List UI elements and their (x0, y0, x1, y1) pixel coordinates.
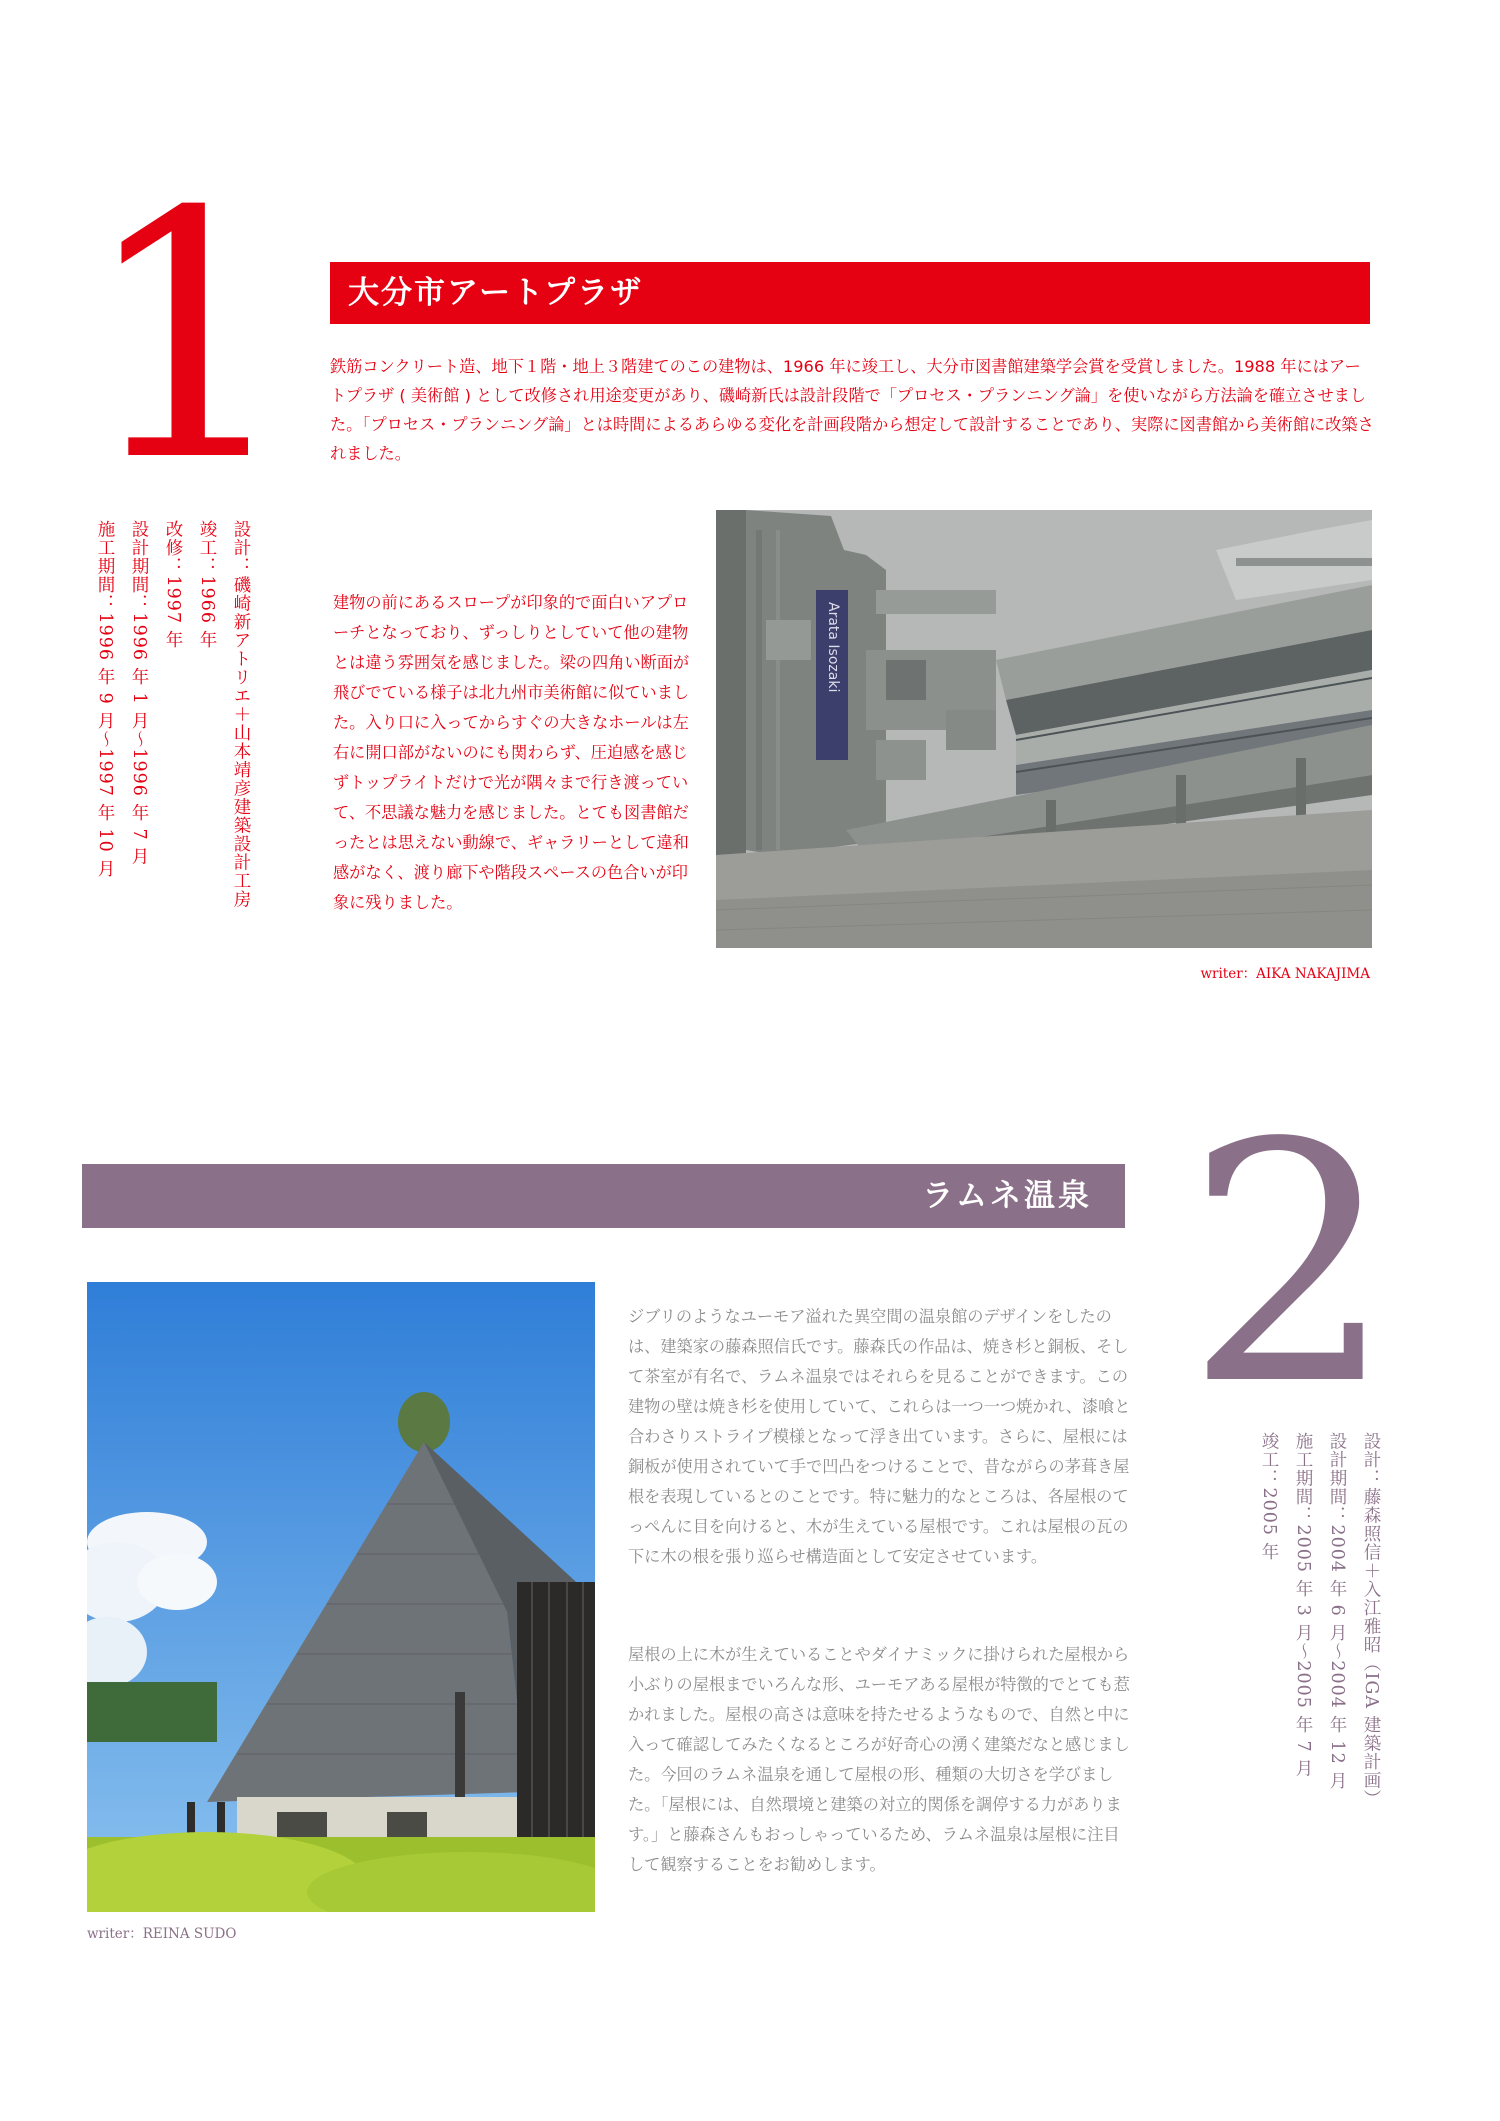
detail-design-period: 設計期間：2004 年 6 月〜2004 年 12 月 (1327, 1432, 1347, 1790)
section-2-title: ラムネ温泉 (922, 1178, 1092, 1214)
ramune-onsen-photo (87, 1282, 595, 1912)
section-2-body-2: 屋根の上に木が生えていることやダイナミックに掛けられた屋根から小ぶりの屋根までいろんな形、ユーモアある屋根が特徴的でとても惹かれました。屋根の高さは意味を持たせるようなもので、自然と中に入って確認してみたくなるところが好奇心の湧く建築だなと感じました。今回のラムネ温泉を通して屋根の形、種類の大切さを学びました。「屋根には、自然環境と建築の対立的関係を調停する力があります。」と藤森さんもおっしゃっているため、ラムネ温泉は屋根に注目して観察することをお勧めします。 (628, 1645, 1130, 1874)
section-2-details (1252, 1432, 1388, 1872)
section-1-number: 1 (80, 140, 297, 536)
section-1-intro: 鉄筋コンクリート造、地下１階・地上３階建てのこの建物は、1966 年に竣工し、大分市図書館建築学会賞を受賞しました。1988 年にはアートプラザ ( 美術館 ) として改修され用途変更があり、磯崎新氏は設計段階で「プロセス・プランニング論」を使いながら方法論を確立させました。「プロセス・プランニング論」とは時間によるあらゆる変化を計画段階から想定して設計することであり、実際に図書館から美術館に改築されました。 (330, 357, 1374, 463)
section-1-details (88, 520, 258, 980)
detail-construction-period: 施工期間：2005 年 3 月〜2005 年 7 月 (1293, 1432, 1313, 1778)
detail-renovation: 改修：1997 年 (163, 520, 183, 650)
ramune-onsen-illustration (87, 1282, 595, 1912)
section-1-body: 建物の前にあるスロープが印象的で面白いアプローチとなっており、ずっしりとしていて他の建物とは違う雰囲気を感じました。梁の四角い断面が飛びでている様子は北九州市美術館に似ていました。入り口に入ってからすぐの大きなホールは左右に開口部がないのにも関わらず、圧迫感を感じずトップライトだけで光が隅々まで行き渡っていて、不思議な魅力を感じました。とても図書館だったとは思えない動線で、ギャラリーとして違和感がなく、渡り廊下や階段スペースの色合いが印象に残りました。 (333, 593, 690, 912)
detail-completion: 竣工：1966 年 (197, 520, 217, 650)
detail-construction-period: 施工期間：1996 年 9 月〜1997 年 10 月 (95, 520, 115, 878)
detail-design: 設計：磯崎新アトリエ＋山本靖彦建築設計工房 (231, 520, 251, 909)
section-2-writer: writer：REINA SUDO (87, 1926, 237, 1942)
section-2-body-1: ジブリのようなユーモア溢れた異空間の温泉館のデザインをしたのは、建築家の藤森照信氏です。藤森氏の作品は、焼き杉と銅板、そして茶室が有名で、ラムネ温泉ではそれらを見ることができます。この建物の壁は焼き杉を使用していて、これらは一つ一つ焼かれ、漆喰と合わさりストライプ模様となって浮き出ています。さらに、屋根には銅板が使用されていて手で凹凸をつけることで、昔ながらの茅葺き屋根を表現しているとのことです。特に魅力的なところは、各屋根のてっぺんに目を向けると、木が生えている屋根です。これは屋根の瓦の下に木の根を張り巡らせ構造面として安定させています。 (628, 1307, 1131, 1566)
section-1-title: 大分市アートプラザ (330, 262, 1370, 324)
art-plaza-illustration (716, 510, 1372, 948)
detail-completion: 竣工：2005 年 (1259, 1432, 1279, 1562)
detail-design: 設計：藤森照信＋入江雅昭（IGA 建築計画） (1361, 1432, 1381, 1809)
section-1-writer: writer：AIKA NAKAJIMA (1200, 966, 1370, 982)
detail-design-period: 設計期間：1996 年 1 月〜1996 年 7 月 (129, 520, 149, 866)
banner-text: Arata Isozaki (825, 602, 841, 693)
art-plaza-photo (716, 510, 1372, 948)
section-2-number: 2 (1185, 1073, 1395, 1457)
